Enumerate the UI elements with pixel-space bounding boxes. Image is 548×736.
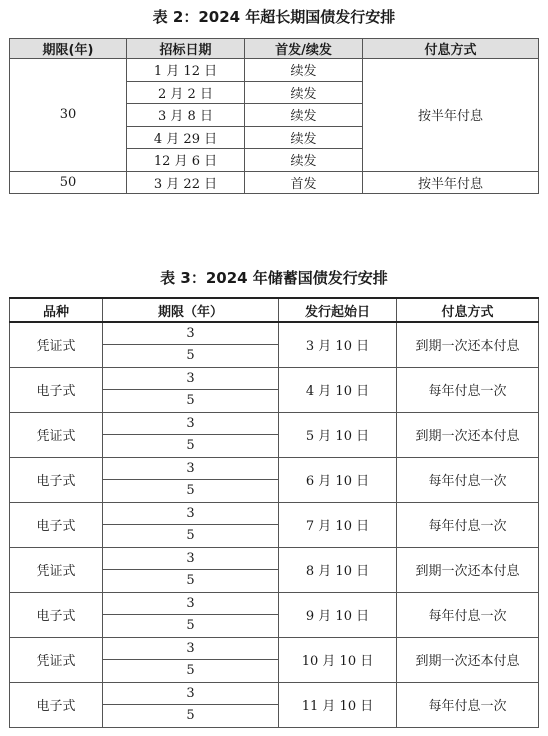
table3-header-row xyxy=(10,298,539,322)
auction-date-cell: 3 月 22 日 xyxy=(127,171,245,194)
start-date-cell: 5 月 10 日 xyxy=(279,412,397,457)
start-date-cell: 7 月 10 日 xyxy=(279,502,397,547)
payment-cell: 按半年付息 xyxy=(363,171,539,194)
table-row xyxy=(10,502,539,525)
term-cell: 5 xyxy=(103,435,279,458)
header-start-date: 发行起始日 xyxy=(279,298,397,322)
table-row xyxy=(10,682,539,705)
kind-cell: 凭证式 xyxy=(10,637,103,682)
table-row xyxy=(10,171,539,194)
kind-cell: 凭证式 xyxy=(10,322,103,367)
header-term: 期限(年) xyxy=(10,39,127,59)
term-cell: 3 xyxy=(103,367,279,390)
term-cell: 5 xyxy=(103,615,279,638)
savings-bond-table xyxy=(9,297,539,728)
term-cell: 3 xyxy=(103,547,279,570)
issue-type-cell: 续发 xyxy=(245,104,363,127)
header-auction-date: 招标日期 xyxy=(127,39,245,59)
term-cell: 5 xyxy=(103,480,279,503)
payment-cell: 到期一次还本付息 xyxy=(397,322,539,367)
term-cell: 5 xyxy=(103,705,279,728)
term-cell: 30 xyxy=(10,59,127,172)
start-date-cell: 11 月 10 日 xyxy=(279,682,397,727)
kind-cell: 凭证式 xyxy=(10,547,103,592)
start-date-cell: 3 月 10 日 xyxy=(279,322,397,367)
issue-type-cell: 续发 xyxy=(245,149,363,172)
payment-cell: 每年付息一次 xyxy=(397,682,539,727)
payment-cell: 到期一次还本付息 xyxy=(397,412,539,457)
start-date-cell: 10 月 10 日 xyxy=(279,637,397,682)
ultra-long-bond-table xyxy=(9,38,539,194)
kind-cell: 电子式 xyxy=(10,682,103,727)
table-row xyxy=(10,367,539,390)
start-date-cell: 8 月 10 日 xyxy=(279,547,397,592)
table3-title: 表 3：2024 年储蓄国债发行安排 xyxy=(160,269,388,287)
payment-cell: 每年付息一次 xyxy=(397,592,539,637)
start-date-cell: 4 月 10 日 xyxy=(279,367,397,412)
kind-cell: 凭证式 xyxy=(10,412,103,457)
term-cell: 5 xyxy=(103,570,279,593)
term-cell: 5 xyxy=(103,525,279,548)
header-payment: 付息方式 xyxy=(397,298,539,322)
term-cell: 5 xyxy=(103,660,279,683)
payment-cell: 每年付息一次 xyxy=(397,457,539,502)
table-row xyxy=(10,59,539,82)
kind-cell: 电子式 xyxy=(10,457,103,502)
payment-cell: 到期一次还本付息 xyxy=(397,637,539,682)
issue-type-cell: 续发 xyxy=(245,81,363,104)
table-row xyxy=(10,412,539,435)
term-cell: 3 xyxy=(103,502,279,525)
header-term: 期限（年） xyxy=(103,298,279,322)
term-cell: 5 xyxy=(103,390,279,413)
table-row xyxy=(10,547,539,570)
term-cell: 3 xyxy=(103,637,279,660)
term-cell: 5 xyxy=(103,345,279,368)
payment-cell: 到期一次还本付息 xyxy=(397,547,539,592)
table2-header-row xyxy=(10,39,539,59)
issue-type-cell: 首发 xyxy=(245,171,363,194)
payment-cell: 每年付息一次 xyxy=(397,502,539,547)
table2-title: 表 2：2024 年超长期国债发行安排 xyxy=(152,8,396,26)
payment-cell: 每年付息一次 xyxy=(397,367,539,412)
kind-cell: 电子式 xyxy=(10,592,103,637)
start-date-cell: 6 月 10 日 xyxy=(279,457,397,502)
term-cell: 3 xyxy=(103,412,279,435)
payment-cell: 按半年付息 xyxy=(363,59,539,172)
issue-type-cell: 续发 xyxy=(245,126,363,149)
term-cell: 3 xyxy=(103,682,279,705)
kind-cell: 电子式 xyxy=(10,367,103,412)
start-date-cell: 9 月 10 日 xyxy=(279,592,397,637)
term-cell: 3 xyxy=(103,322,279,345)
auction-date-cell: 3 月 8 日 xyxy=(127,104,245,127)
header-payment: 付息方式 xyxy=(363,39,539,59)
kind-cell: 电子式 xyxy=(10,502,103,547)
table-row xyxy=(10,592,539,615)
table-row xyxy=(10,637,539,660)
table-row xyxy=(10,457,539,480)
auction-date-cell: 12 月 6 日 xyxy=(127,149,245,172)
issue-type-cell: 续发 xyxy=(245,59,363,82)
auction-date-cell: 2 月 2 日 xyxy=(127,81,245,104)
table-row xyxy=(10,322,539,345)
auction-date-cell: 1 月 12 日 xyxy=(127,59,245,82)
term-cell: 3 xyxy=(103,592,279,615)
term-cell: 50 xyxy=(10,171,127,194)
header-issue-type: 首发/续发 xyxy=(245,39,363,59)
auction-date-cell: 4 月 29 日 xyxy=(127,126,245,149)
term-cell: 3 xyxy=(103,457,279,480)
header-kind: 品种 xyxy=(10,298,103,322)
